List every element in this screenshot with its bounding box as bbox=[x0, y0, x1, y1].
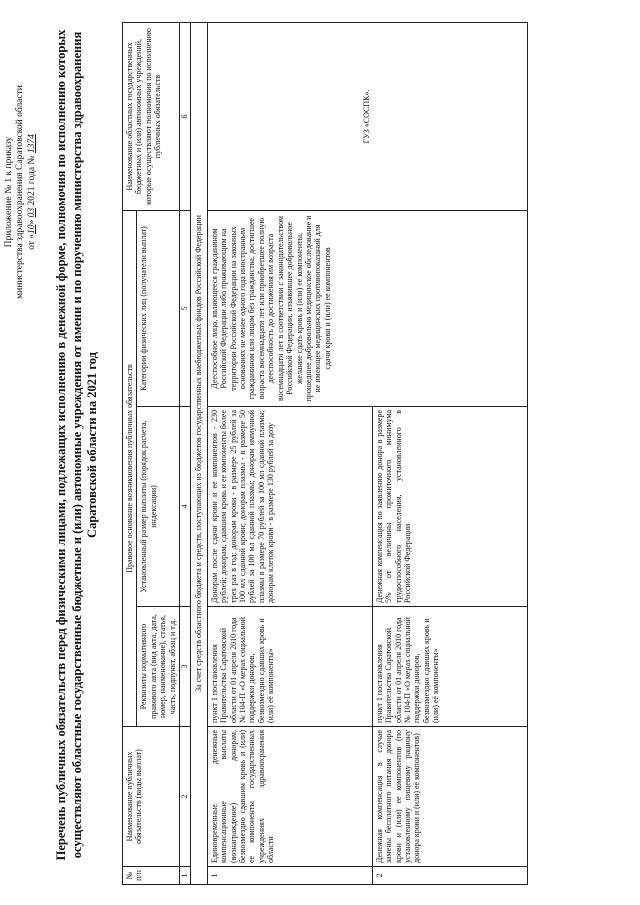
row-categories: Дееспособное лицо, являющееся гражданином Российской Федерации либо проживающим на территории Российской Федерации на законных основаниях не менее одного года иностранным гражданином или лицом без гражданства, достигшее возраста восемнадцати лет или приобретшее полную дееспособность до достижения им возраста восемнадцати лет в соответствии с законодательством Российской Федерации, изъявившее добровольное желание сдать кровь и (или) ее компоненты, прошедшее добровольно медицинское обследование и не имеющее медицинских противопоказаний для сдачи крови и (или) ее компонентов bbox=[207, 210, 527, 406]
appendix-line-1: Приложение № 1 к приказу bbox=[4, 136, 14, 248]
header-categories: Категории физических лиц (получатели выплат) bbox=[137, 210, 180, 406]
header-act-details: Реквизиты нормативного правового акта (вид акта, дата, номер, наименование), статья, часть, подпункт, абзац и т.д. bbox=[137, 607, 180, 727]
obligations-table bbox=[122, 22, 528, 885]
table-header-row bbox=[123, 22, 137, 884]
header-institutions: Наименование областных государственных бюджетных и (или) автономных учреждений, которые осуществляют полномочия по исполнению публичных обязательств bbox=[123, 22, 180, 210]
date-mid: » bbox=[26, 219, 37, 225]
row-amount: Денежная компенсация по заявлению донора в размере 5% от величины прожиточного минимума трудоспособного населения, установленного в Российской Федерации bbox=[372, 407, 527, 607]
date-year: 2021 года № bbox=[26, 155, 37, 206]
col-number: 3 bbox=[180, 607, 191, 727]
date-month: 03 bbox=[26, 207, 37, 218]
row-num: 1 bbox=[207, 867, 372, 885]
date-prefix: от « bbox=[26, 234, 37, 250]
col-number: 5 bbox=[180, 210, 191, 406]
appendix-date-line bbox=[27, 27, 38, 357]
row-act: пункт 1 постановления Правительства Саратовской области от 01 апреля 2010 года № 104-П «О мерах социальной поддержки доноров, безвозмездно сдавших кровь и (или) её компоненты» bbox=[207, 607, 372, 727]
document-title: Перечень публичных обязательств перед физическими лицами, подлежащих исполнению в денежной форме, полномочия по исполнению которых осуществляют областные государственные бюджетные и (или) автономные учреждения от имени и по поручению министерства здравоохранения Саратовской области на 2021 год bbox=[54, 29, 100, 861]
appendix-line-2: министерства здравоохранения Саратовской области bbox=[15, 85, 26, 299]
header-name: Наименование публичных обязательств (виды выплат) bbox=[123, 727, 180, 867]
section-row bbox=[191, 22, 207, 884]
header-num: № п/п bbox=[123, 867, 180, 885]
appendix-header bbox=[4, 27, 38, 357]
row-name: Единовременные денежные компенсационные выплаты (вознаграждение) донорам, безвозмездно сдавшим кровь и (или) ее компоненты государственных учреждениях здравоохранения области bbox=[207, 727, 372, 867]
row-name: Денежная компенсация в случае замены бесплатного питания донора крови и (или) ее компонентов (по установленному пищевому рациону донора крови и (или) её компонентов) bbox=[372, 727, 527, 867]
header-legal-basis: Правовое основание возникновения публичных обязательств bbox=[123, 210, 137, 726]
row-act: пункт 1 постановления Правительства Саратовской области от 01 апреля 2010 года № 104-П «О мерах социальной поддержки доноров, безвозмездно сдавших кровь и (или) её компоненты» bbox=[372, 607, 527, 727]
date-day: 10 bbox=[26, 224, 37, 234]
section-title: За счет средств областного бюджета и средств, поступающих из бюджетов государственных внебюджетных фондов Российской Федерации bbox=[191, 22, 207, 884]
row-institution: ГУЗ «СОСПК». bbox=[207, 22, 527, 210]
table-row bbox=[207, 22, 372, 884]
column-number-row bbox=[180, 22, 191, 884]
col-number: 4 bbox=[180, 407, 191, 607]
header-payment-amount: Установленный размер выплаты (порядок расчета, индексации) bbox=[137, 407, 180, 607]
col-number: 6 bbox=[180, 22, 191, 210]
row-num: 2 bbox=[372, 867, 527, 885]
col-number: 1 bbox=[180, 867, 191, 885]
order-number: 1374 bbox=[26, 134, 37, 154]
col-number: 2 bbox=[180, 727, 191, 867]
row-amount: Донорам после сдачи крови и ее компонентов - 230 рублей; донорам, сдавшим кровь и ее компоненты более трех раз в год: донорам крови - в размере 25 рублей за 100 мл сданной крови; донорам плазмы - в размере 50 рублей за 100 мл сданной плазмы; донорам иммунной плазмы в размере 70 рублей за 100 мл сданной плазмы; донорам клеток крови - в размере 130 рублей за дозу bbox=[207, 407, 372, 607]
